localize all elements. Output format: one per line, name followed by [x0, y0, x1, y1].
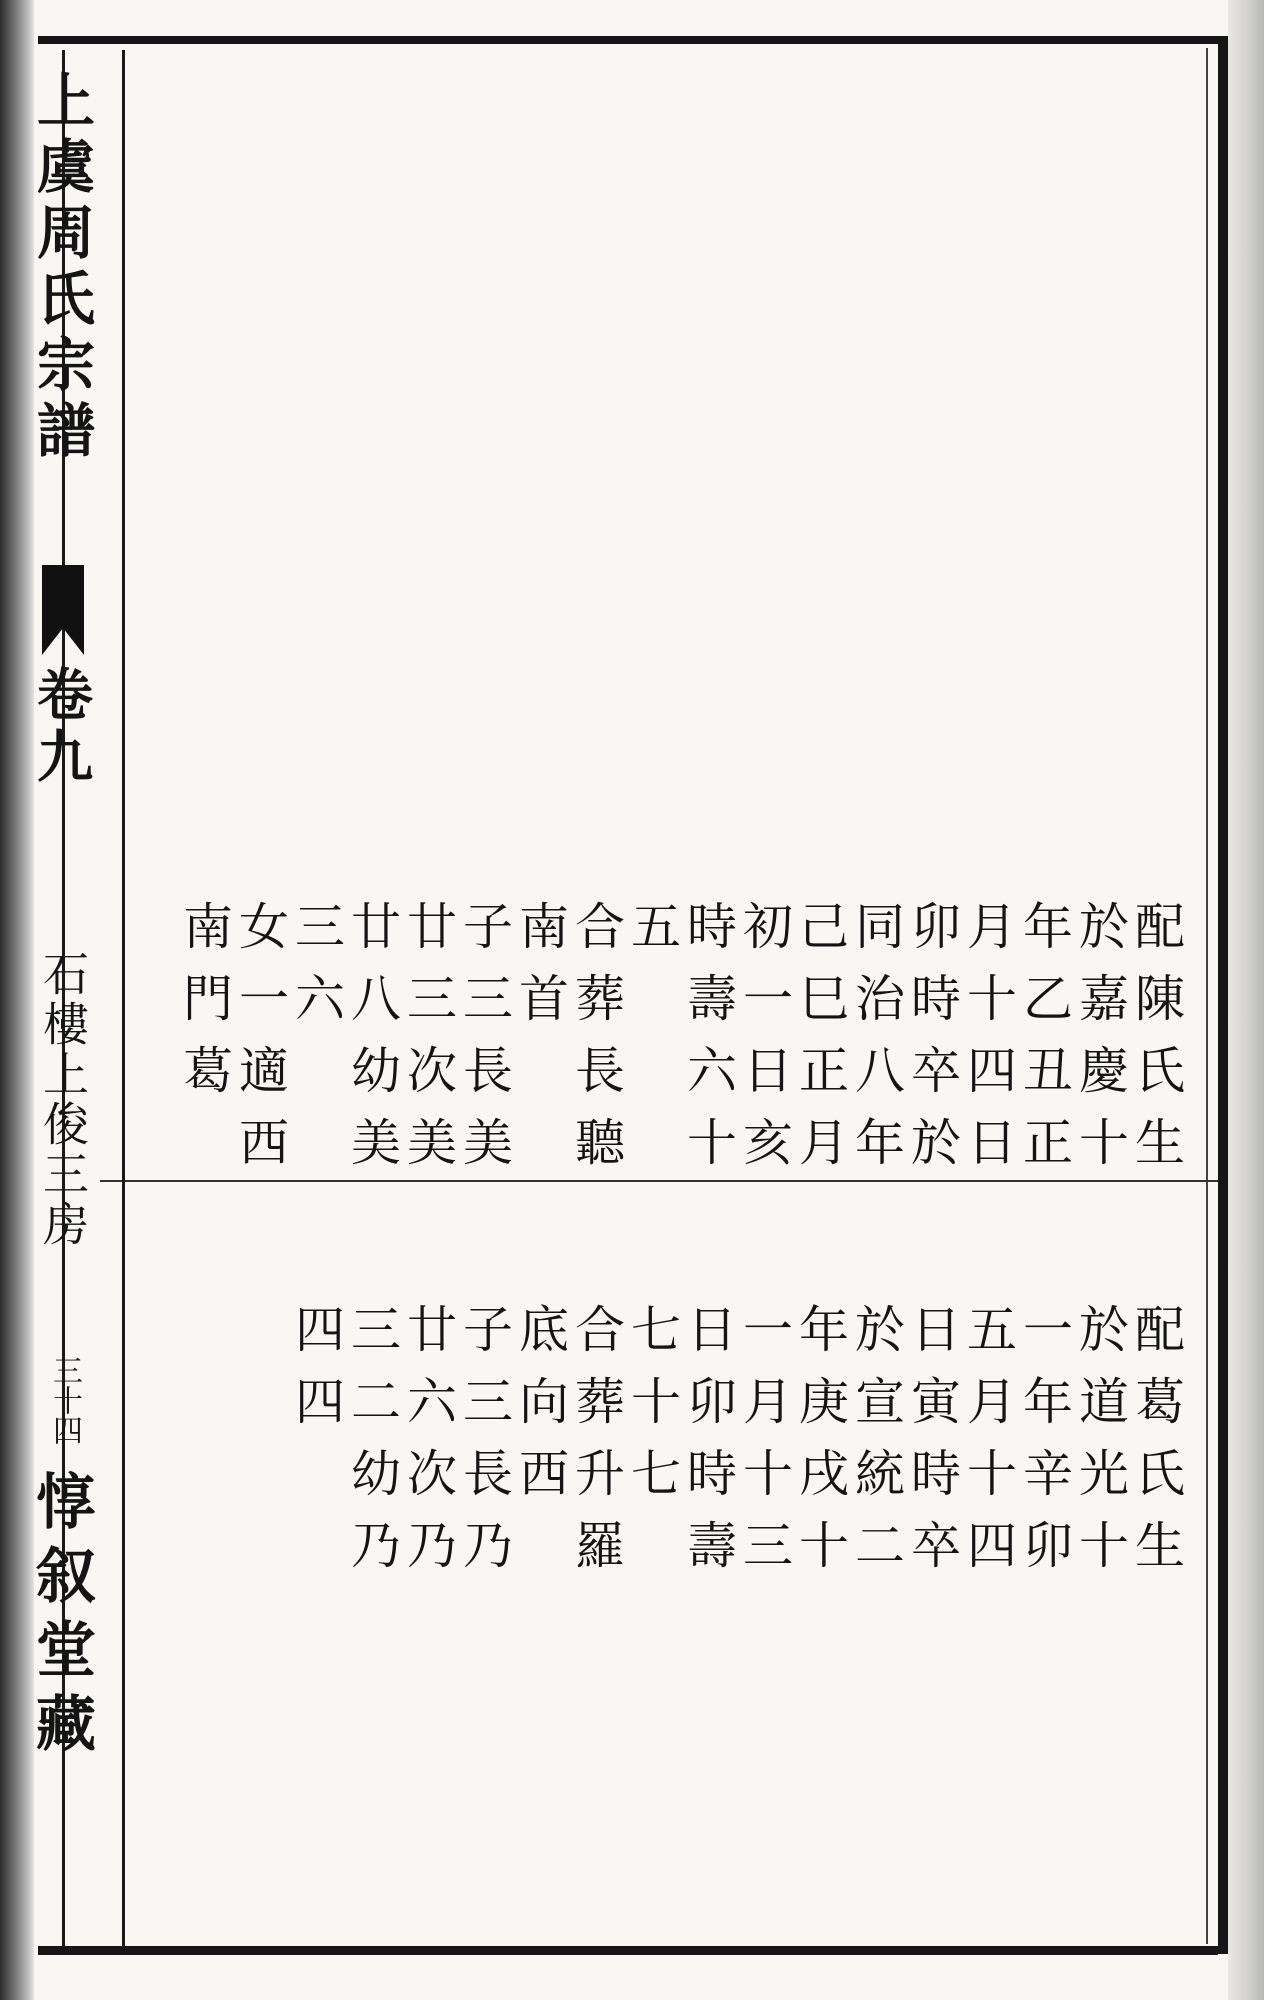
upper-column: 時壽六十 — [679, 900, 737, 1188]
upper-column: 初一日亥 — [735, 900, 793, 1188]
upper-column: 女一適西 — [231, 900, 289, 1188]
upper-column: 卯時卒於 — [903, 900, 961, 1188]
lower-column: 四四 — [287, 1303, 345, 1447]
lower-column: 一月十三 — [735, 1303, 793, 1591]
margin-rule-right — [122, 50, 125, 1946]
lower-column: 廿六次乃 — [399, 1303, 457, 1591]
upper-column: 廿三次美 — [399, 900, 457, 1188]
frame-right-inner-border — [1206, 48, 1208, 1944]
lower-column: 子三長乃 — [455, 1303, 513, 1591]
frame-right-border — [1218, 36, 1228, 1954]
lower-column: 於宣統二 — [847, 1303, 905, 1591]
frame-bottom-border — [38, 1946, 1218, 1955]
lower-column: 合葬升羅 — [567, 1303, 625, 1591]
upper-column: 南門葛 — [175, 900, 233, 1116]
book-title: 上虞周氏宗譜 — [27, 70, 95, 466]
upper-column: 同治八年 — [847, 900, 905, 1188]
lower-column: 一年辛卯 — [1015, 1303, 1073, 1591]
upper-column: 月十四日 — [959, 900, 1017, 1188]
upper-column: 於嘉慶十 — [1071, 900, 1129, 1188]
upper-column: 五 — [623, 900, 681, 972]
upper-column: 己巳正月 — [791, 900, 849, 1188]
upper-column: 廿八幼美 — [343, 900, 401, 1188]
lower-column: 年庚戌十 — [791, 1303, 849, 1591]
lower-column: 五月十四 — [959, 1303, 1017, 1591]
lower-column: 日卯時壽 — [679, 1303, 737, 1591]
page-edge-shadow — [1228, 0, 1264, 2000]
frame-top-border — [38, 36, 1228, 44]
upper-column: 合葬長聽 — [567, 900, 625, 1188]
lower-column: 日寅時卒 — [903, 1303, 961, 1591]
lower-column: 配葛氏生 — [1127, 1303, 1185, 1591]
page-number: 三十四 — [47, 1355, 82, 1445]
upper-column: 配陳氏生 — [1127, 900, 1185, 1188]
upper-column: 三六 — [287, 900, 345, 1044]
lower-column: 七十七 — [623, 1303, 681, 1519]
lower-column: 三二幼乃 — [343, 1303, 401, 1591]
lower-column: 於道光十 — [1071, 1303, 1129, 1591]
upper-column: 年乙丑正 — [1015, 900, 1073, 1188]
hall-name: 惇叙堂藏 — [26, 1470, 96, 1766]
lower-column: 底向西 — [511, 1303, 569, 1519]
upper-column: 南首 — [511, 900, 569, 1044]
upper-column: 子三長美 — [455, 900, 513, 1188]
volume-label: 卷九 — [28, 665, 94, 789]
branch-label: 石樓上俊三房 — [36, 950, 90, 1250]
